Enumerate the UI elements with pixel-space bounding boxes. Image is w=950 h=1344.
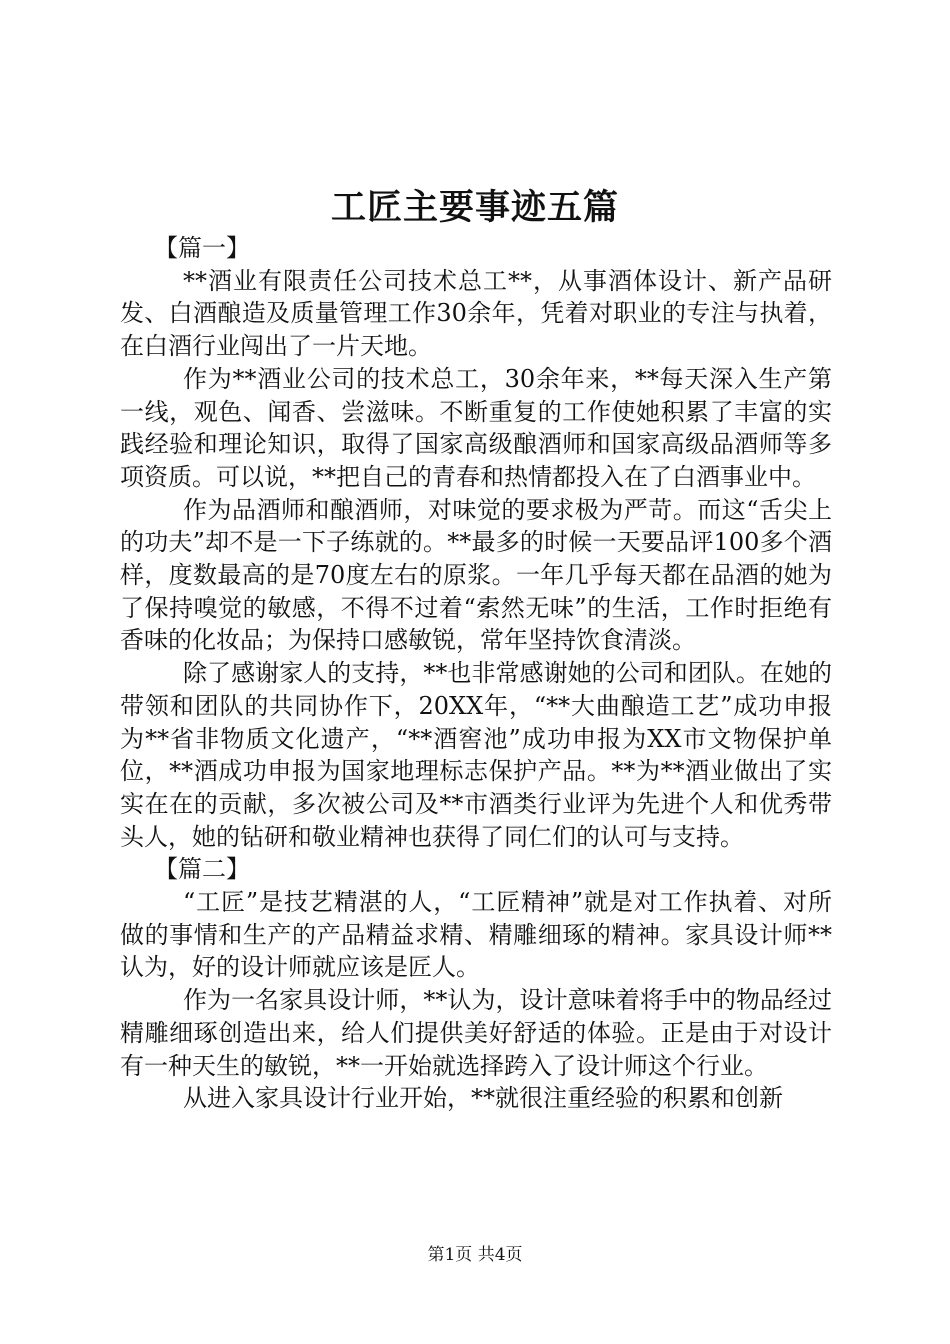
section-2-heading: 【篇二】 — [154, 855, 250, 884]
paragraph: 除了感谢家人的支持，**也非常感谢她的公司和团队。在她的带领和团队的共同协作下，20XX年，“**大曲酿造工艺”成功申报为**省非物质文化遗产，“**酒窖池”成功申报为XX市文物保护单位，**酒成功申报为国家地理标志保护产品。**为**酒业做出了实实在在的贡献，多次被公司及**市酒类行业评为先进个人和优秀带头人，她的钻研和敬业精神也获得了同仁们的认可与支持。 — [120, 659, 832, 851]
document-title: 工匠主要事迹五篇 — [330, 187, 619, 228]
paragraph: 作为品酒师和酿酒师，对味觉的要求极为严苛。而这“舌尖上的功夫”却不是一下子练就的。**最多的时候一天要品评100多个酒样，度数最高的是70度左右的原浆。一年几乎每天都在品酒的她为了保持嗅觉的敏感，不得不过着“索然无味”的生活，工作时拒绝有香味的化妆品；为保持口感敏锐，常年坚持饮食清淡。 — [120, 495, 832, 655]
paragraph: 作为一名家具设计师，**认为，设计意味着将手中的物品经过精雕细琢创造出来，给人们提供美好舒适的体验。正是由于对设计有一种天生的敏锐，**一开始就选择跨入了设计师这个行业。 — [120, 986, 832, 1080]
paragraph: “工匠”是技艺精湛的人，“工匠精神”就是对工作执着、对所做的事情和生产的产品精益求精、精雕细琢的精神。家具设计师**认为，好的设计师就应该是匠人。 — [120, 888, 832, 982]
paragraph: 作为**酒业公司的技术总工，30余年来，**每天深入生产第一线，观色、闻香、尝滋味。不断重复的工作使她积累了丰富的实践经验和理论知识，取得了国家高级酿酒师和国家高级品酒师等多项资质。可以说，**把自己的青春和热情都投入在了白酒事业中。 — [120, 364, 832, 491]
section-1-heading: 【篇一】 — [154, 234, 250, 262]
paragraph: **酒业有限责任公司技术总工**，从事酒体设计、新产品研发、白酒酿造及质量管理工作30余年，凭着对职业的专注与执着，在白酒行业闯出了一片天地。 — [120, 266, 832, 361]
document-body — [120, 232, 832, 1115]
page-footer: 第1页 共4页 — [427, 1245, 523, 1265]
paragraph: 从进入家具设计行业开始，**就很注重经验的积累和创新 — [183, 1084, 783, 1113]
